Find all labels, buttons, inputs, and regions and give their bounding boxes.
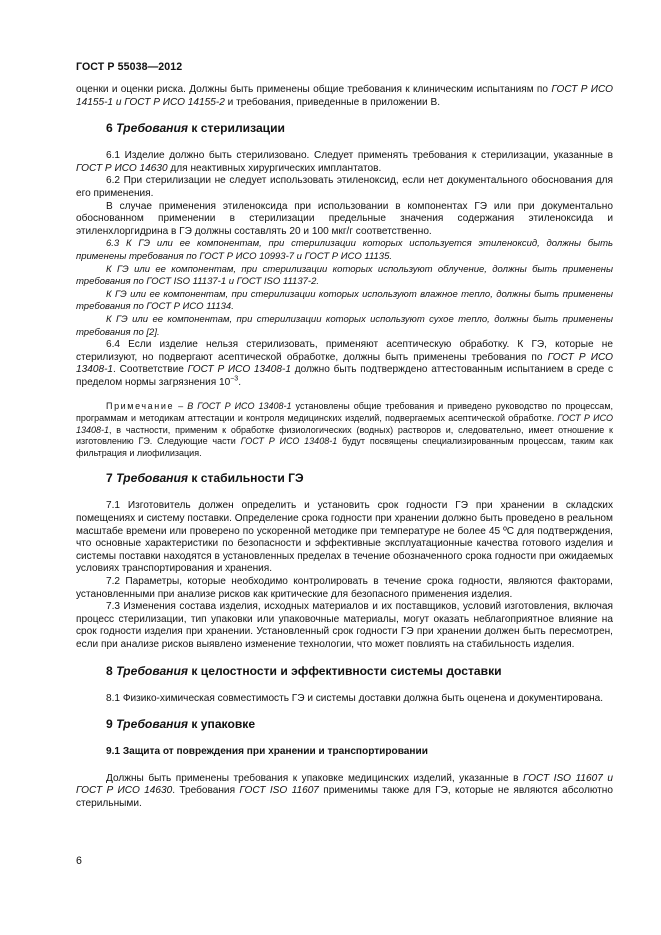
text-run: Должны быть применены требования к упаковке медицинских изделий, указанные в: [106, 772, 523, 784]
standard-ref: ГОСТ Р ИСО 13408-1: [240, 436, 338, 447]
standard-ref: ГОСТ Р ИСО 13408-1: [76, 413, 613, 435]
text-run: и: [602, 772, 613, 784]
paragraph-6-2b: В случае применения этиленоксида при использовании в компонентах ГЭ или при документально обоснованном применении в стерилизации предельные значения содержания этиленоксида и этиленхлоргидрина в ГЭ должны составлять 20 и 100 мкг/г соответственно.: [76, 200, 613, 237]
standard-ref: В ГОСТ Р ИСО 13408-1: [187, 401, 292, 412]
heading-text: к стерилизации: [188, 121, 285, 136]
subsection-9-1-heading: 9.1 Защита от повреждения при хранении и транспортировании: [106, 746, 428, 758]
section-number: 9: [106, 717, 117, 732]
section-7-heading: [76, 471, 613, 486]
paragraph-6-2: 6.2 При стерилизации не следует использовать этиленоксид, если нет документального обоснования для его применения.: [76, 175, 613, 199]
heading-text: к стабильности ГЭ: [188, 471, 304, 486]
paragraph-6-3c: К ГЭ или ее компонентам, при стерилизации которых используют влажное тепло, должны быть применены требования по ГОСТ Р ИСО 11134.: [76, 288, 613, 313]
standard-ref: ГОСТ ISO 11607: [239, 785, 319, 797]
standard-ref: ГОСТ Р ИСО 14155-1: [76, 84, 614, 108]
text-run: оценки и оценки риска. Должны быть применены общие требования к клиническим испытаниям по: [76, 84, 552, 95]
heading-italic: Требования: [116, 471, 189, 486]
section-number: 7: [106, 471, 117, 486]
note-label: Примечание: [106, 401, 175, 412]
standard-ref: ГОСТ Р ИСО 14630: [76, 162, 168, 174]
section-number: 8: [106, 663, 117, 678]
paragraph-6-4: [76, 339, 613, 389]
text-run: будут посвящены специализированным процессам, таким как фильтрация и лиофилизация.: [76, 436, 613, 458]
text-run: и: [113, 96, 125, 108]
paragraph-7-2: 7.2 Параметры, которые необходимо контролировать в течение срока годности, являются факторами, установленными при анализе рисков как критические для безопасного применения изделия.: [76, 576, 613, 600]
paragraph-7-1: 7.1 Изготовитель должен определить и установить срок годности ГЭ при хранении в складских помещениях и систему поставки. Определение срока годности при хранении должно быть проведено в реальном масштабе времени или проверено по ускоренной методике при температуре не более 45 ºС для подтверждения, что основные характеристики по безопасности и эффективные эксплуатационные качества готового изделия и системы поставки находятся в установленных пределах в течение обозначенного срока годности при ожидаемых условиях транспортирования и хранения.: [76, 500, 613, 575]
heading-italic: Требования: [116, 121, 189, 136]
page-body: [76, 84, 613, 811]
text-run: .: [238, 376, 242, 388]
text-run: . Требования: [172, 785, 240, 797]
section-6-heading: [76, 121, 613, 136]
text-run: 6.4 Если изделие нельзя стерилизовать, применяют асептическую обработку. К ГЭ, которые не стерилизуют, но подвергают асептической обработке, должны быть применены требования по: [76, 339, 613, 363]
text-run: должно быть подтверждено аттестованным испытанием в среде с пределом нормы загрязнения 10: [76, 364, 614, 388]
heading-text: к упаковке: [188, 717, 256, 732]
text-run: , в частности, применим к обработке физиологических (водных) растворов и, следовательно, имеет отношение к изготовлению ГЭ. Следующие части: [76, 424, 613, 447]
intro-paragraph: [76, 84, 613, 109]
note-paragraph: [76, 401, 613, 459]
text-run: и требования, приведенные в приложении В.: [224, 96, 441, 108]
section-9-heading: [76, 717, 613, 732]
document-header: ГОСТ Р 55038—2012: [76, 61, 183, 73]
standard-ref: ГОСТ ISO 11607: [523, 772, 603, 784]
heading-text: к целостности и эффективности системы доставки: [188, 663, 502, 678]
paragraph-6-3b: К ГЭ или ее компонентам, при стерилизации которых используют облучение, должны быть применены требования по ГОСТ ISO 11137-1 и ГОСТ ISO 11137-2.: [76, 263, 613, 288]
paragraph-6-3: 6.3 К ГЭ или ее компонентам, при стерилизации которых используется этиленоксид, должны быть применены требования по ГОСТ Р ИСО 10993-7 и ГОСТ Р ИСО 11135.: [76, 238, 613, 262]
text-run: для неактивных хирургических имплантатов.: [167, 162, 382, 174]
text-run: . Соответствие: [113, 364, 188, 376]
paragraph-9-1: [76, 773, 613, 811]
text-run: –: [174, 401, 188, 412]
text-run: установлены общие требования и приведено руководство по процессам, программам и методикам аттестации и контроля медицинских изделий, подвергаемых асептической обработке.: [76, 401, 614, 424]
paragraph-8-1: 8.1 Физико-химическая совместимость ГЭ и системы доставки должна быть оценена и документирована.: [106, 692, 604, 704]
standard-ref: ГОСТ Р ИСО 13408-1: [76, 351, 613, 376]
standard-ref: ГОСТ Р ИСО 14630: [76, 785, 173, 797]
exponent: −3: [230, 375, 239, 383]
section-number: 6: [106, 121, 117, 136]
paragraph-6-3d: К ГЭ или ее компонентам, при стерилизации которых используют сухое тепло, должны быть применены требования по [2].: [76, 313, 613, 338]
text-run: 6.1 Изделие должно быть стерилизовано. Следует применять требования к стерилизации, указанные в: [106, 150, 613, 162]
heading-italic: Требования: [116, 717, 189, 732]
standard-ref: ГОСТ Р ИСО 13408-1: [187, 364, 291, 376]
text-run: применимы также для ГЭ, которые не являются абсолютно стерильными.: [76, 785, 613, 809]
heading-italic: Требования: [116, 663, 189, 678]
paragraph-6-1: [76, 150, 613, 175]
paragraph-7-3: 7.3 Изменения состава изделия, исходных материалов и их поставщиков, условий изготовления, включая процесс стерилизации, тип упаковки или упаковочные материалы, могут оказать неблагоприятное влияние на срок годности изделия при хранении. Установленный срок годности ГЭ при хранении должен быть пересмотрен, если при анализе рисков выявлено изменение технологии, что может повлиять на стабильность изделия.: [76, 601, 613, 650]
section-8-heading: [76, 664, 613, 679]
page-number: 6: [76, 855, 82, 867]
standard-ref: ГОСТ Р ИСО 14155-2: [124, 96, 225, 108]
